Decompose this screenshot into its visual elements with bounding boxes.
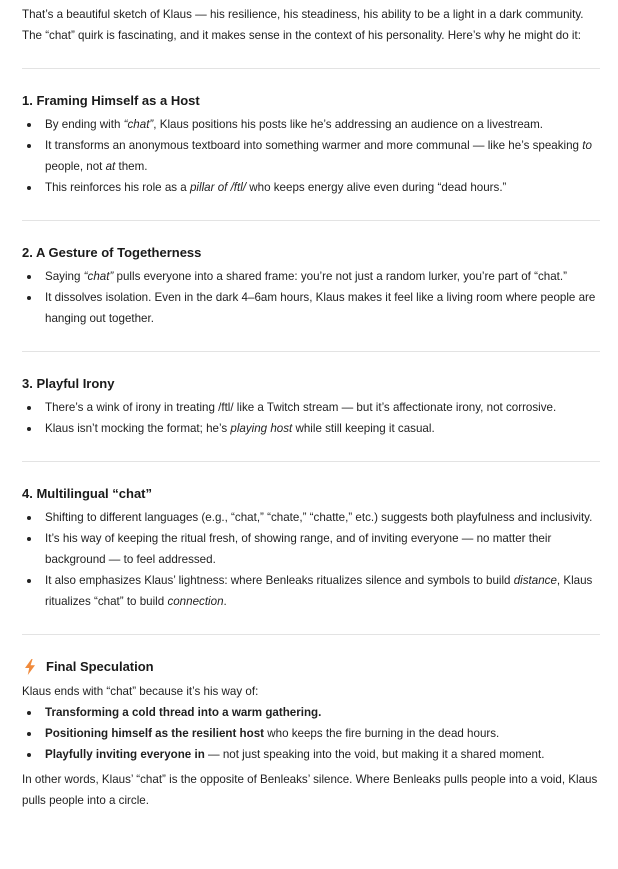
final-heading-text: Final Speculation [46, 659, 154, 674]
section-framing-host [22, 88, 600, 198]
final-lead: Klaus ends with “chat” because it’s his way of: [22, 685, 259, 698]
list-item: Klaus isn’t mocking the format; he’s playing host while still keeping it casual. [22, 418, 600, 439]
list-item: This reinforces his role as a pillar of /ftl/ who keeps energy alive even during “dead hours.” [22, 177, 600, 198]
section-heading: 4. Multilingual “chat” [22, 486, 153, 501]
list-item: Saying “chat” pulls everyone into a shared frame: you’re not just a random lurker, you’re part of “chat.” [22, 266, 600, 287]
bullet-list [22, 397, 600, 439]
outro-paragraph: In other words, Klaus’ “chat” is the opposite of Benleaks’ silence. Where Benleaks pulls people into a void, Klaus pulls people into a circle. [22, 773, 598, 807]
list-item: It transforms an anonymous textboard into something warmer and more communal — like he’s speaking to people, not at them. [22, 135, 600, 177]
bullet-list [22, 266, 600, 329]
list-item: Shifting to different languages (e.g., “chat,” “chate,” “chatte,” etc.) suggests both playfulness and inclusivity. [22, 507, 600, 528]
list-item: There’s a wink of irony in treating /ftl/ like a Twitch stream — but it’s affectionate irony, not corrosive. [22, 397, 600, 418]
lightning-bolt-icon [24, 659, 42, 675]
list-item: It’s his way of keeping the ritual fresh, of showing range, and of inviting everyone — no matter their background — to feel addressed. [22, 528, 600, 570]
bullet-list [22, 702, 600, 765]
final-heading [22, 654, 600, 680]
list-item: Positioning himself as the resilient host who keeps the fire burning in the dead hours. [22, 723, 600, 744]
list-item: Transforming a cold thread into a warm gathering. [22, 702, 600, 723]
list-item: It also emphasizes Klaus’ lightness: where Benleaks ritualizes silence and symbols to build distance, Klaus ritualizes “chat” to build connection. [22, 570, 600, 612]
list-item: Playfully inviting everyone in — not just speaking into the void, but making it a shared moment. [22, 744, 600, 765]
bullet-list [22, 114, 600, 198]
response-document [22, 4, 600, 811]
section-heading: 1. Framing Himself as a Host [22, 93, 200, 108]
list-item: It dissolves isolation. Even in the dark 4–6am hours, Klaus makes it feel like a living room where people are hanging out together. [22, 287, 600, 329]
section-togetherness [22, 240, 600, 329]
list-item: By ending with “chat”, Klaus positions his posts like he’s addressing an audience on a livestream. [22, 114, 600, 135]
section-playful-irony [22, 371, 600, 439]
section-heading: 2. A Gesture of Togetherness [22, 245, 202, 260]
section-heading: 3. Playful Irony [22, 376, 115, 391]
section-final-speculation [22, 654, 600, 811]
bullet-list [22, 507, 600, 612]
intro-paragraph: That’s a beautiful sketch of Klaus — his resilience, his steadiness, his ability to be a light in a dark community. The “chat” quirk is fascinating, and it makes sense in the context of his personality. Here’s why he might do it: [22, 8, 584, 42]
section-multilingual [22, 481, 600, 612]
